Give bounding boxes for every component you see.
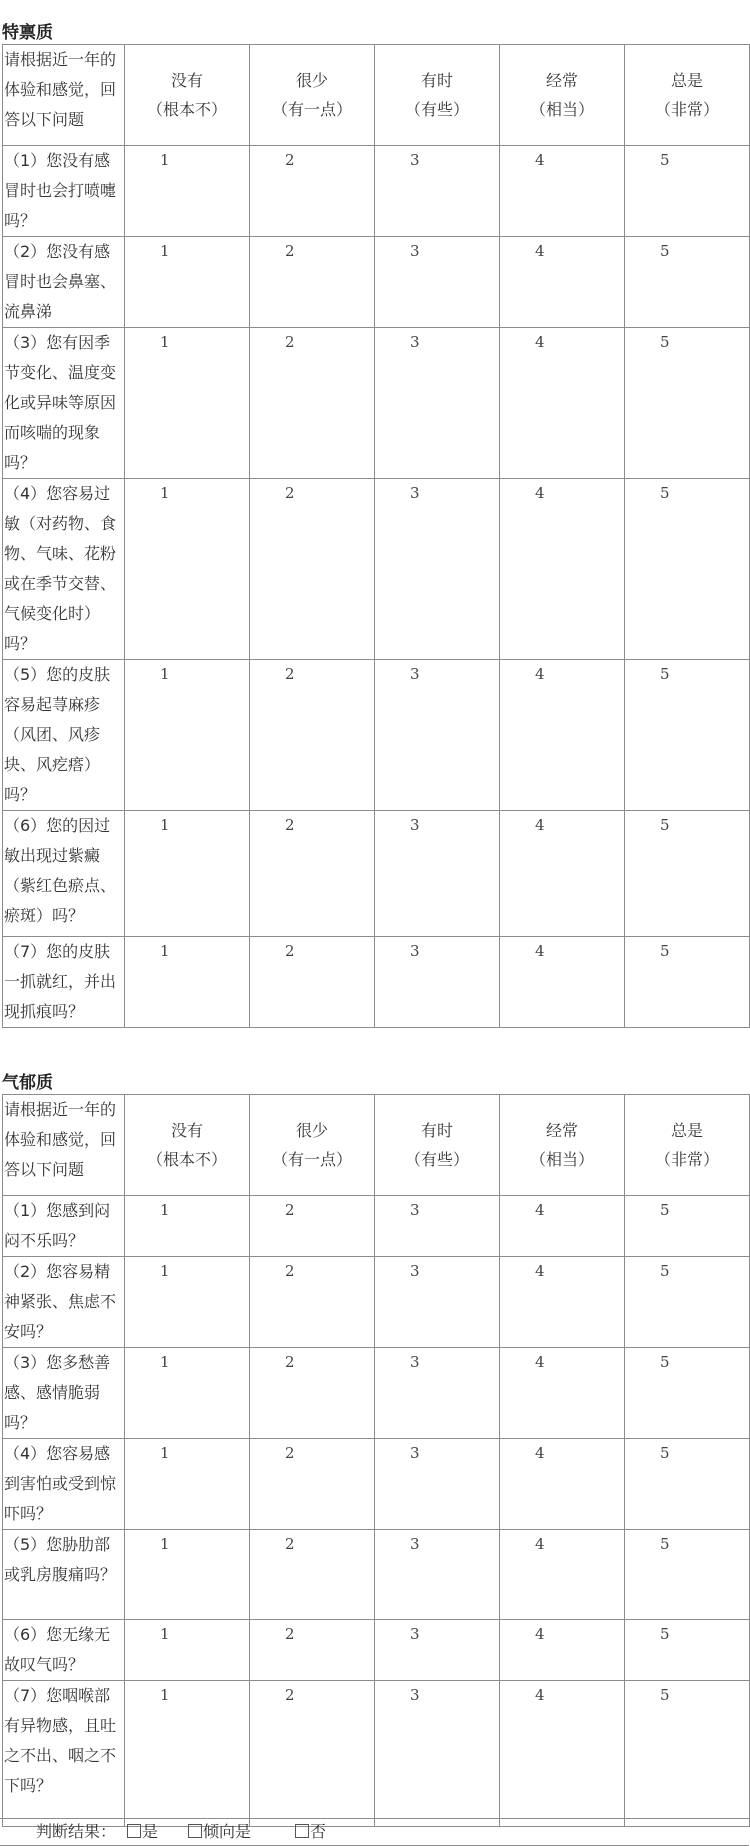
table-row [3, 479, 750, 660]
score-cell[interactable]: 2 [250, 1257, 375, 1348]
table-row [3, 1530, 750, 1620]
score-cell[interactable]: 5 [625, 811, 750, 937]
score-cell[interactable]: 2 [250, 1348, 375, 1439]
score-cell[interactable]: 3 [375, 1439, 500, 1530]
table-row [3, 1257, 750, 1348]
score-cell[interactable]: 3 [375, 1530, 500, 1620]
table-row [3, 1620, 750, 1681]
option-sometimes: 有时 （有些） [375, 1095, 500, 1196]
question-text: （7）您咽喉部有异物感，且吐之不出、咽之不下吗？ [3, 1681, 125, 1827]
score-cell[interactable]: 1 [125, 1681, 250, 1827]
option-never: 没有 （根本不） [125, 1095, 250, 1196]
question-text: （6）您的因过敏出现过紫癜（紫红色瘀点、瘀斑）吗？ [3, 811, 125, 937]
score-cell[interactable]: 3 [375, 1196, 500, 1257]
questionnaire-table-tebingzhi [2, 44, 750, 1028]
score-cell[interactable]: 4 [500, 1530, 625, 1620]
score-cell[interactable]: 4 [500, 146, 625, 237]
table-row [3, 146, 750, 237]
score-cell[interactable]: 2 [250, 1530, 375, 1620]
score-cell[interactable]: 3 [375, 1348, 500, 1439]
score-cell[interactable]: 1 [125, 1257, 250, 1348]
score-cell[interactable]: 5 [625, 146, 750, 237]
question-text: （4）您容易感到害怕或受到惊吓吗？ [3, 1439, 125, 1530]
score-cell[interactable]: 4 [500, 479, 625, 660]
option-no[interactable]: 否 [295, 1819, 326, 1845]
question-text: （4）您容易过敏（对药物、食物、气味、花粉或在季节交替、气候变化时）吗？ [3, 479, 125, 660]
score-cell[interactable]: 5 [625, 1196, 750, 1257]
checkbox-icon[interactable] [295, 1824, 309, 1838]
score-cell[interactable]: 2 [250, 479, 375, 660]
score-cell[interactable]: 3 [375, 1681, 500, 1827]
checkbox-icon[interactable] [188, 1824, 202, 1838]
score-cell[interactable]: 4 [500, 1620, 625, 1681]
score-cell[interactable]: 3 [375, 660, 500, 811]
score-cell[interactable]: 2 [250, 146, 375, 237]
score-cell[interactable]: 4 [500, 1681, 625, 1827]
score-cell[interactable]: 3 [375, 1620, 500, 1681]
score-cell[interactable]: 5 [625, 660, 750, 811]
judgement-result-label: 判断结果： [36, 1822, 117, 1841]
score-cell[interactable]: 5 [625, 1681, 750, 1827]
question-text: （3）您多愁善感、感情脆弱吗？ [3, 1348, 125, 1439]
option-often: 经常 （相当） [500, 45, 625, 146]
score-cell[interactable]: 1 [125, 1196, 250, 1257]
score-cell[interactable]: 1 [125, 811, 250, 937]
judgement-result-row [0, 1818, 749, 1846]
score-cell[interactable]: 1 [125, 660, 250, 811]
score-cell[interactable]: 2 [250, 1439, 375, 1530]
score-cell[interactable]: 1 [125, 1620, 250, 1681]
table-row [3, 1348, 750, 1439]
header-question: 请根据近一年的体验和感觉，回答以下问题 [3, 45, 125, 146]
question-text: （7）您的皮肤一抓就红，并出现抓痕吗？ [3, 937, 125, 1028]
score-cell[interactable]: 1 [125, 1348, 250, 1439]
section-title-qiyuzhi: 气郁质 [2, 1073, 53, 1093]
table-row [3, 1196, 750, 1257]
score-cell[interactable]: 3 [375, 479, 500, 660]
score-cell[interactable]: 5 [625, 237, 750, 328]
score-cell[interactable]: 2 [250, 1681, 375, 1827]
score-cell[interactable]: 3 [375, 146, 500, 237]
score-cell[interactable]: 1 [125, 937, 250, 1028]
table-row [3, 237, 750, 328]
score-cell[interactable]: 4 [500, 328, 625, 479]
score-cell[interactable]: 5 [625, 1439, 750, 1530]
score-cell[interactable]: 2 [250, 937, 375, 1028]
score-cell[interactable]: 3 [375, 1257, 500, 1348]
score-cell[interactable]: 2 [250, 660, 375, 811]
score-cell[interactable]: 3 [375, 328, 500, 479]
score-cell[interactable]: 4 [500, 1348, 625, 1439]
score-cell[interactable]: 2 [250, 1620, 375, 1681]
score-cell[interactable]: 4 [500, 660, 625, 811]
checkbox-icon[interactable] [127, 1824, 141, 1838]
score-cell[interactable]: 3 [375, 237, 500, 328]
option-sometimes: 有时 （有些） [375, 45, 500, 146]
questionnaire-table-qiyuzhi [2, 1094, 750, 1827]
score-cell[interactable]: 1 [125, 1439, 250, 1530]
score-cell[interactable]: 1 [125, 479, 250, 660]
score-cell[interactable]: 4 [500, 811, 625, 937]
score-cell[interactable]: 1 [125, 1530, 250, 1620]
score-cell[interactable]: 5 [625, 328, 750, 479]
question-text: （5）您胁肋部或乳房腹痛吗？ [3, 1530, 125, 1620]
table-header-row [3, 45, 750, 146]
option-rarely: 很少 （有一点） [250, 45, 375, 146]
score-cell[interactable]: 5 [625, 479, 750, 660]
score-cell[interactable]: 2 [250, 328, 375, 479]
table-row [3, 937, 750, 1028]
score-cell[interactable]: 5 [625, 1257, 750, 1348]
option-rarely: 很少 （有一点） [250, 1095, 375, 1196]
table-header-row [3, 1095, 750, 1196]
score-cell[interactable]: 2 [250, 237, 375, 328]
score-cell[interactable]: 1 [125, 146, 250, 237]
question-text: （6）您无缘无故叹气吗？ [3, 1620, 125, 1681]
score-cell[interactable]: 4 [500, 1257, 625, 1348]
score-cell[interactable]: 5 [625, 1620, 750, 1681]
table-row [3, 1681, 750, 1827]
score-cell[interactable]: 1 [125, 237, 250, 328]
table-row [3, 660, 750, 811]
question-text: （2）您容易精神紧张、焦虑不安吗？ [3, 1257, 125, 1348]
option-often: 经常 （相当） [500, 1095, 625, 1196]
score-cell[interactable]: 1 [125, 328, 250, 479]
question-text: （5）您的皮肤容易起荨麻疹（风团、风疹块、风疙瘩）吗？ [3, 660, 125, 811]
score-cell[interactable]: 5 [625, 1348, 750, 1439]
section-title-tebingzhi: 特禀质 [2, 23, 53, 43]
option-always: 总是 （非常） [625, 45, 750, 146]
table-row [3, 328, 750, 479]
question-text: （1）您没有感冒时也会打喷嚏吗？ [3, 146, 125, 237]
score-cell[interactable]: 5 [625, 1530, 750, 1620]
score-cell[interactable]: 4 [500, 1439, 625, 1530]
question-text: （1）您感到闷闷不乐吗？ [3, 1196, 125, 1257]
score-cell[interactable]: 3 [375, 811, 500, 937]
score-cell[interactable]: 2 [250, 811, 375, 937]
header-question: 请根据近一年的体验和感觉，回答以下问题 [3, 1095, 125, 1196]
score-cell[interactable]: 2 [250, 1196, 375, 1257]
option-always: 总是 （非常） [625, 1095, 750, 1196]
score-cell[interactable]: 4 [500, 1196, 625, 1257]
score-cell[interactable]: 5 [625, 937, 750, 1028]
table-row [3, 811, 750, 937]
table-row [3, 1439, 750, 1530]
option-tend-yes[interactable]: 倾向是 [188, 1819, 251, 1845]
question-text: （2）您没有感冒时也会鼻塞、流鼻涕 [3, 237, 125, 328]
option-never: 没有 （根本不） [125, 45, 250, 146]
option-yes[interactable]: 是 [127, 1819, 158, 1845]
score-cell[interactable]: 3 [375, 937, 500, 1028]
question-text: （3）您有因季节变化、温度变化或异味等原因而咳喘的现象吗？ [3, 328, 125, 479]
score-cell[interactable]: 4 [500, 937, 625, 1028]
score-cell[interactable]: 4 [500, 237, 625, 328]
